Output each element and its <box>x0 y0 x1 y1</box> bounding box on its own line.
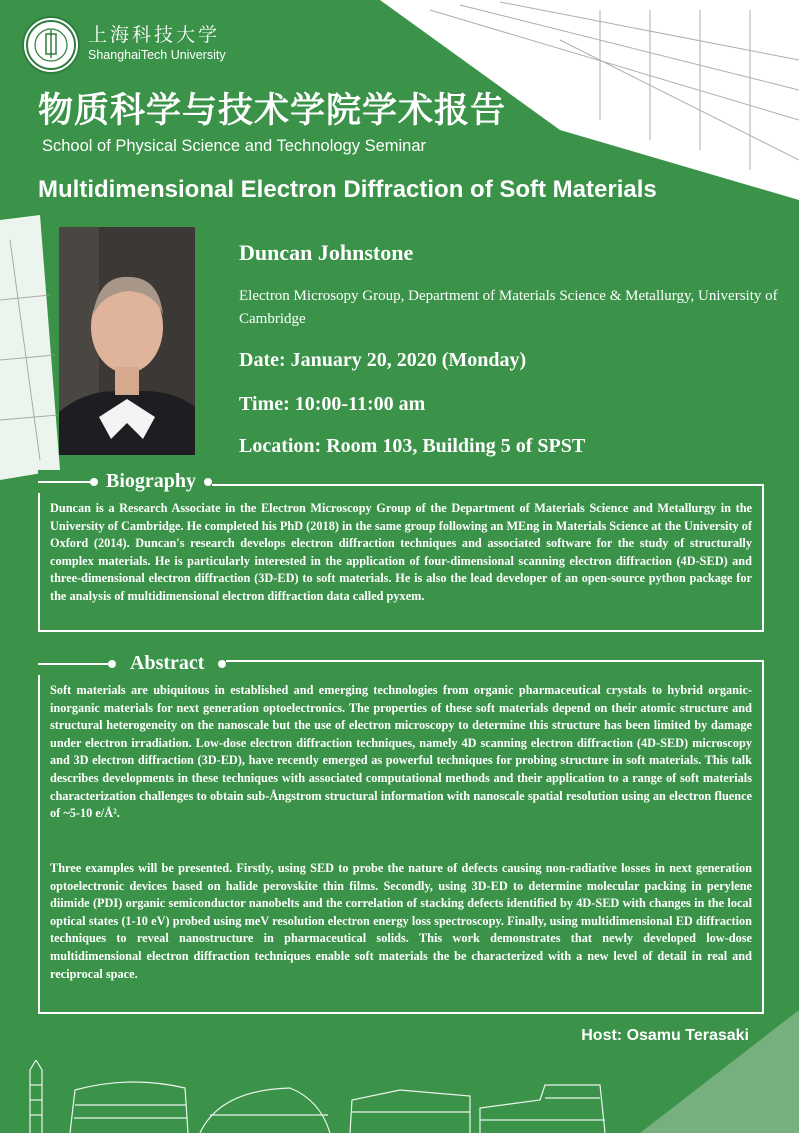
university-name-cn: 上海科技大学 <box>88 24 221 46</box>
university-logo <box>22 16 80 74</box>
abstract-paragraph-2: Three examples will be presented. Firstly, using SED to probe the nature of defects causing non-radiative losses in next generation optoelectronic devices based on halide perovskite thin films. Secondly, using 3D-ED to determine molecular packing in perylene diimide (PDI) organic semiconductor nanobelts and the correlation of stacking defects identified by 4D-SED with changes in the local optical states (1-10 eV) probed using meV resolution electron energy loss spectroscopy. Finally, using multidimensional ED diffraction techniques to reveal nanostructure in pharmaceutical solids. This work demonstrates that newly developed low-dose multidimensional electron diffraction techniques enable soft materials the be characterized with a new level of detail in real and reciprocal space. <box>50 861 752 981</box>
event-date: Date: January 20, 2020 (Monday) <box>239 349 527 371</box>
talk-title: Multidimensional Electron Diffraction of Soft Materials <box>38 176 657 203</box>
abstract-paragraph-1: Soft materials are ubiquitous in established and emerging technologies from organic pharmaceutical crystals to hybrid organic-inorganic materials for next generation optoelectronics. The properties of these soft materials depend on their atomic structure and structural heterogeneity on the nanoscale but the use of electron microscopy to determine this structure has been limited by damage under electron irradiation. Low-dose electron diffraction techniques, namely 4D scanning electron diffraction (4D-SED) microscopy and 3D electron diffraction (3D-ED), have recently emerged as powerful techniques for probing structure in soft materials. This talk describes developments in these techniques with associated computational methods and their application to a range of soft materials characterization challenges to obtain sub-Ångstrom structural information with nanoscale spatial resolution using an electron fluence of ~5-10 e/Å². <box>50 683 752 821</box>
speaker-name: Duncan Johnstone <box>239 240 414 265</box>
event-title-cn: 物质科学与技术学院学术报告 <box>38 91 507 131</box>
university-seal-icon <box>24 18 78 72</box>
speaker-photo <box>59 227 195 455</box>
speaker-affiliation: Electron Microsopy Group, Department of Materials Science & Metallurgy, University of Cambridge <box>239 288 778 327</box>
event-time: Time: 10:00-11:00 am <box>239 393 426 415</box>
bullet-dot-icon <box>90 478 98 486</box>
biography-heading: Biography <box>106 470 197 492</box>
host-name: Host: Osamu Terasaki <box>581 1027 749 1044</box>
biography-heading-bar <box>38 470 212 493</box>
abstract-heading-bar <box>38 652 226 675</box>
event-title-en: School of Physical Science and Technology Seminar <box>42 137 427 155</box>
event-location: Location: Room 103, Building 5 of SPST <box>239 435 586 457</box>
campus-skyline-illustration <box>0 1060 799 1133</box>
bullet-dot-icon <box>108 660 116 668</box>
bullet-dot-icon <box>204 478 212 486</box>
university-name-en: ShanghaiTech University <box>88 48 226 62</box>
abstract-heading: Abstract <box>130 652 205 674</box>
bullet-dot-icon <box>218 660 226 668</box>
biography-text: Duncan is a Research Associate in the Electron Microscopy Group of the Department of Materials Science and Metallurgy in the University of Cambridge. He completed his PhD (2018) in the same group following an MEng in Materials Science at the University of Oxford (2014). Duncan's research develops electron diffraction techniques and associated software for the study of structurally complex materials. He is particularly interested in the application of four-dimensional scanning electron diffraction (4D-SED) and three-dimensional electron diffraction (3D-ED) to soft materials. He is also the lead developer of an open-source python package for the analysis of multidimensional electron diffraction data called pyxem. <box>50 501 753 603</box>
